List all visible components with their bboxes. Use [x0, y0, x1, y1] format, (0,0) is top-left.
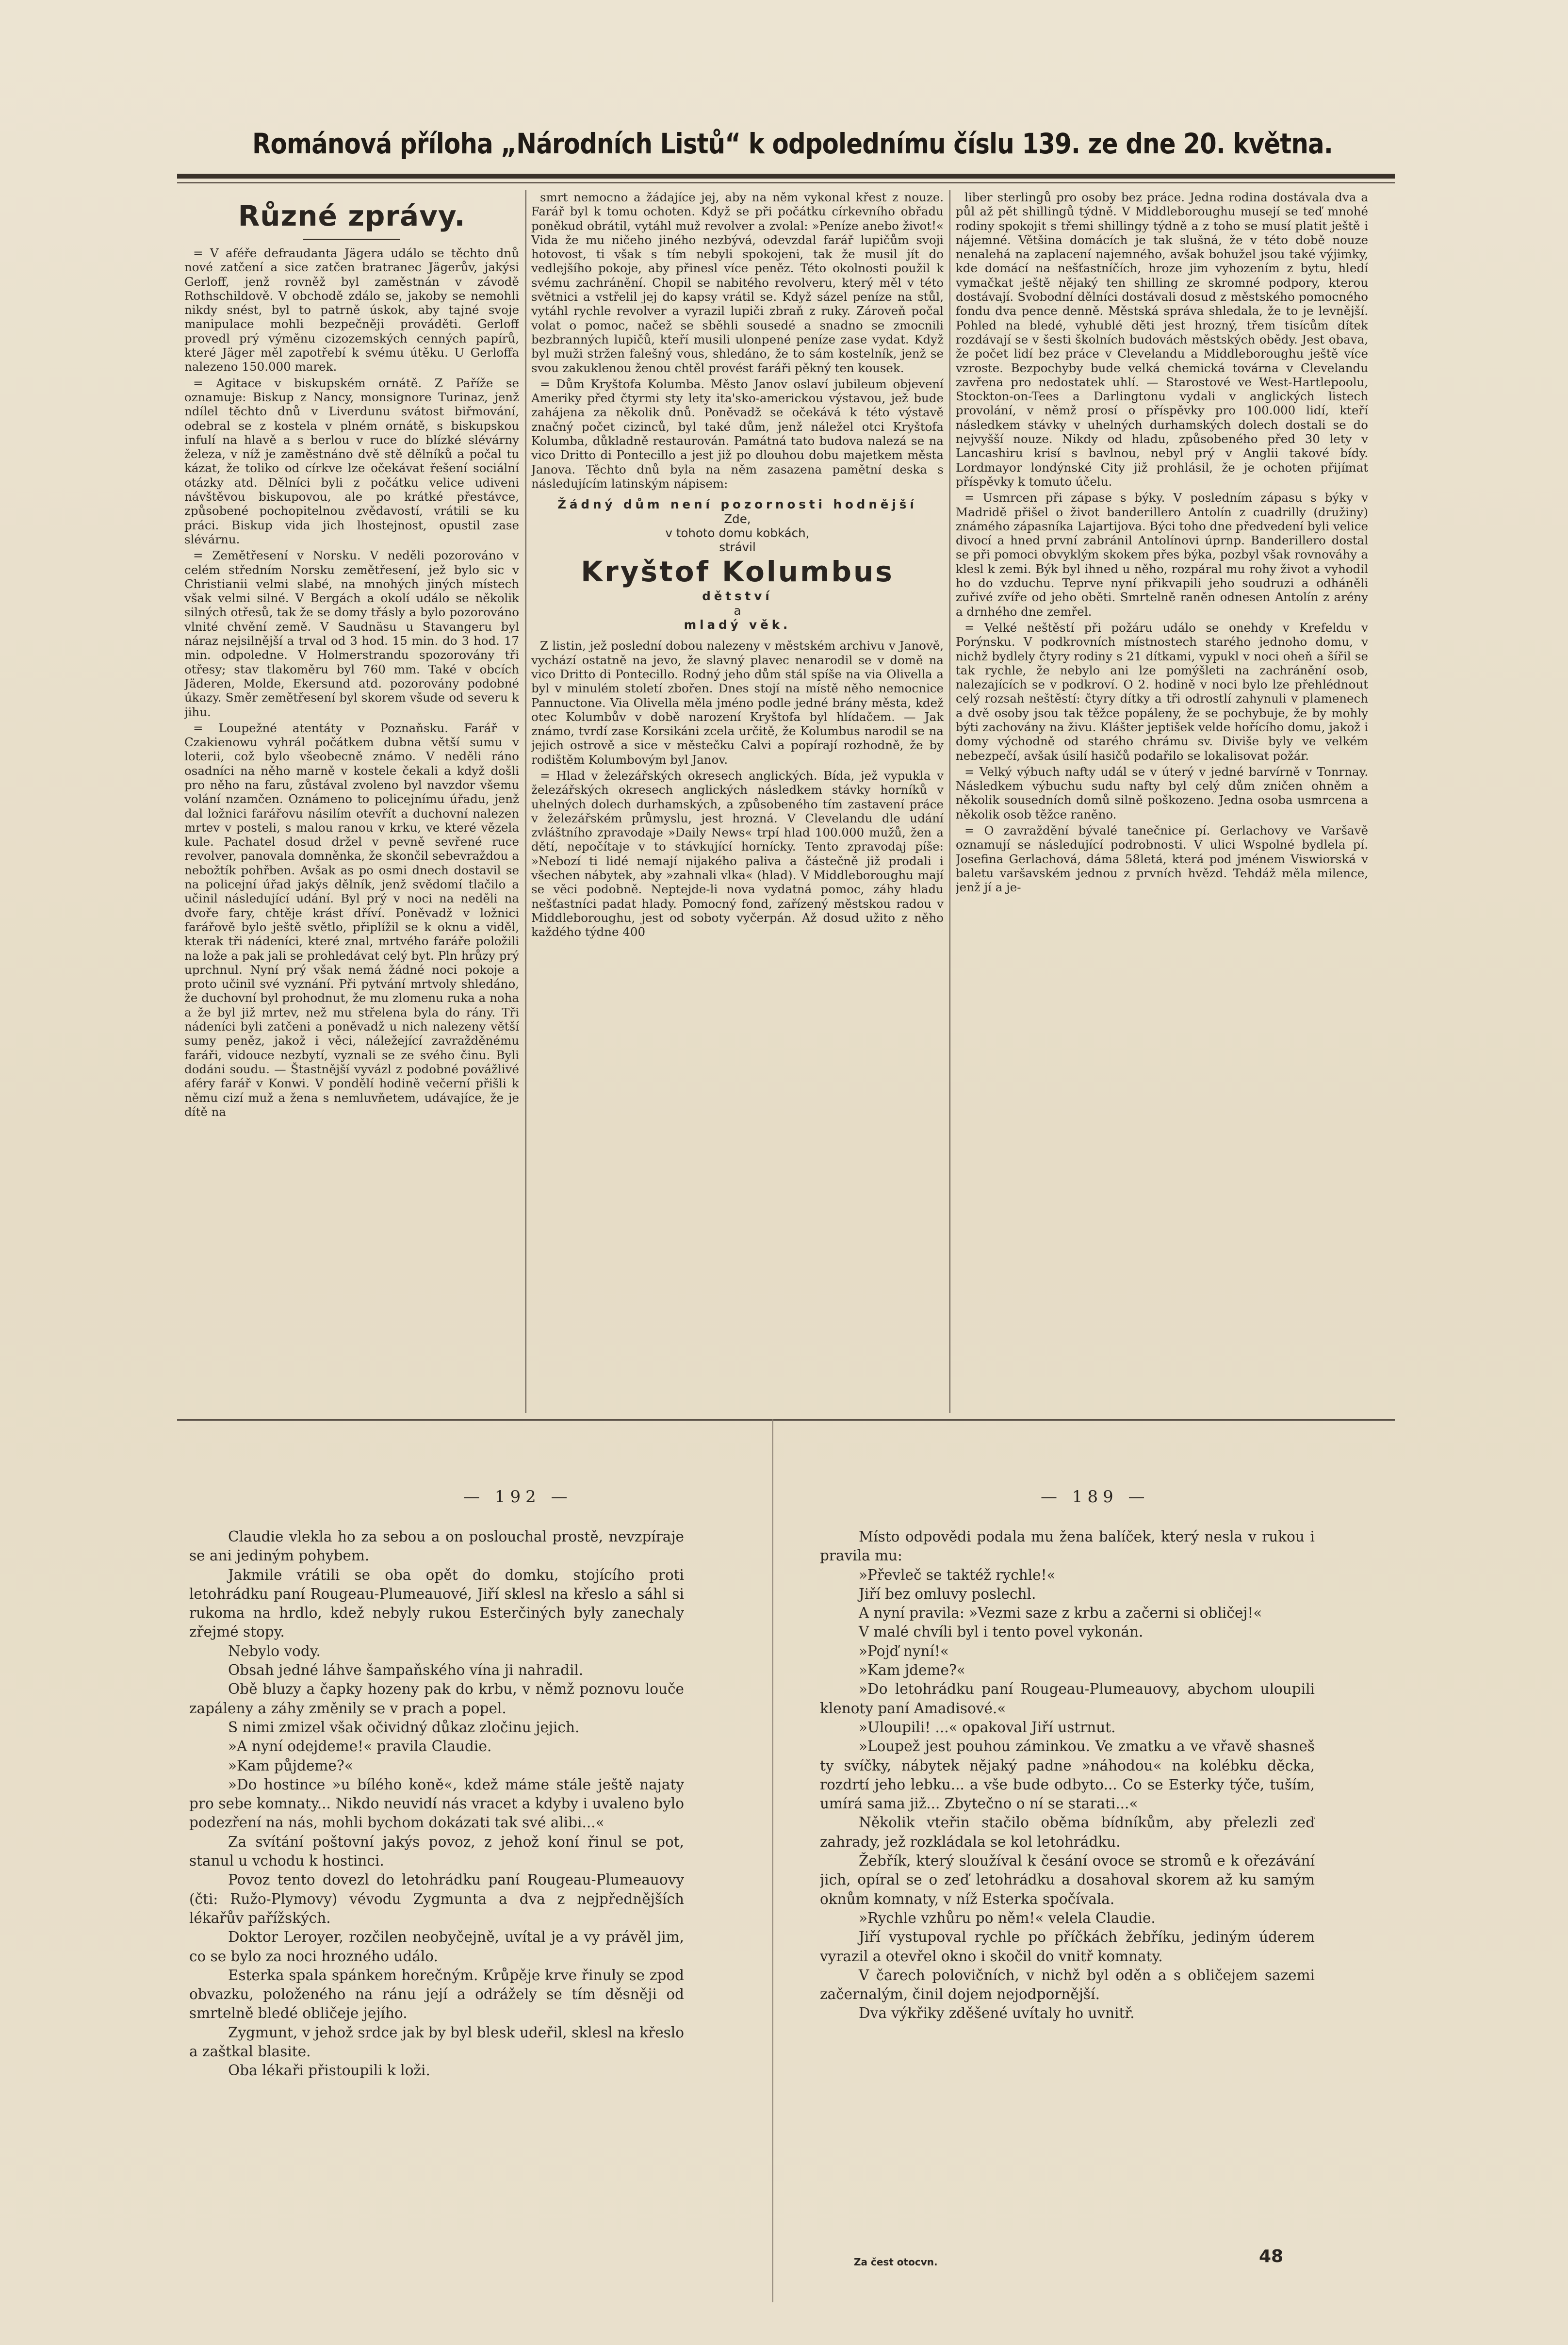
novel-paragraph: »Převleč se taktéž rychle!«	[859, 1566, 1056, 1583]
news-item: = Dům Kryštofa Kolumba. Město Janov oslaví jubileum objevení Ameriky před čtyrmi sty lety ita'sko-americkou výstavou, jež bude zahájena za několik dnů. Poněvadž se očekává k této výstavě značný počet cizinců, byl také dům, jenž náležel otci Kryštofa Kolumba, důkladně restaurován. Památná tato budova nalezá se na vico Dritto di Pontecillo a jest již po dlouhou dobu majetkem města Janova. Těchto dnů byla na něm zasazena pamětní deska s následujícím latinským nápisem:	[531, 377, 944, 491]
news-item: liber sterlingů pro osoby bez práce. Jedna rodina dostávala dva a půl až pět shillingů týdně. V Middleboroughu musejí se teď mnohé rodiny spokojit s třemi shillingy týdně a z toho se musí platit ještě i nájemné. Většina domácích je tak slušná, že v této době nouze nenalehá na zaplacení najemného, avšak bohužel jsou také výjimky, kde domácí na nešťastníčích, hroze jim vyhozením z bytu, hledí vymačkat ještě nějaký ten shilling ze skromné podpory, kterou dostávají. Svobodní dělníci dostávali dosud z městského pomocného fondu dva pence denně. Městská správa shledala, že to je levnější. Pohled na bledé, vyhublé děti jest hrozný, třem tisícům dítek rozdávají se v šesti školních budovách městských obědy. Jest obava, že počet lidí bez práce v Clevelandu a Middleboroughu ještě více vzroste. Bezpochyby bude velká chemická továrna v Clevelandu zavřena pro nedostatek uhlí. — Starostové ve West-Hartlepoolu, Stockton-on-Tees a Darlingtonu vydali v anglických listech provolání, v němž prosí o příspěvky pro 100.000 lidí, kteří následkem stávky v uhelných durhamských dolech dostali se do nejvyšší nouze. Nikdy od hladu, způsobeného před 30 lety v Lancashiru krisí s bavlnou, nebyl prý v Anglii takové bídy. Lordmayor londýnské City již prohlásil, že je ochoten přijímat příspěvky k tomuto účelu.	[956, 190, 1368, 489]
novel-paragraph: »Do hostince »u bílého koně«, kdež máme stále ještě najaty pro sebe komnaty... Nikdo neuvidí nás vracet a kdyby i uvaleno bylo podezření na nás, mohli bychom dokázati tak své alibi...«	[189, 1776, 684, 1831]
novel-paragraph: Obě bluzy a čapky hozeny pak do krbu, v němž poznovu louče zapáleny a záhy změnily se v prach a popel.	[189, 1681, 684, 1717]
novel-paragraph: Obsah jedné láhve šampaňského vína ji nahradil.	[228, 1662, 584, 1679]
section-title-rule	[303, 239, 400, 240]
novel-paragraph: Doktor Leroyer, rozčilen neobyčejně, uvítal je a vy právěl jim, co se bylo za noci hrozného událo.	[189, 1929, 684, 1965]
novel-paragraph: Za svítání poštovní jakýs povoz, z jehož koní řinul se pot, stanul u vchodu k hostinci.	[189, 1833, 684, 1869]
masthead-thin-rule	[177, 182, 1395, 183]
column-divider	[525, 190, 526, 1413]
news-item: = Agitace v biskupském ornátě. Z Paříže se oznamuje: Biskup z Nancy, monsignore Turinaz, jenž ndílel těchto dnů v Liverdunu svátost biřmování, odebral se z kostela v plném ornátě, s biskupskou infulí na hlavě a s berlou v ruce do blízké slévárny železa, v níž je zaměstnáno dvě stě dělníků a počal tu kázat, že toliko od církve lze očekávat řešení sociální otázky atd. Dělníci byli z počátku velice udiveni návštěvou biskupovou, ale po krátké přestávce, způsobené pochopitelnou zvědavostí, vrátili se ku práci. Biskup vida jich lhostejnost, opustil zase slévárnu.	[184, 376, 519, 546]
news-item: = Usmrcen při zápase s býky. V posledním zápasu s býky v Madridě přišel o život banderillero Antolín z cuadrilly (družiny) známého zápasníka Lajartijova. Býci toho dne předvedení byli velice divocí a hned první zabránil Antolínovi úprnp. Banderillero dostal se při pomoci obvyklým skokem přes býka, pozbyl však rovnováhy a klesl k zemi. Býk byl ihned u něho, rozpáral mu rohy život a vyhodil ho do vzduchu. Teprve nyní přikvapili jeho soudruzi a odháněli zuřivé zvíře od jeho oběti. Smrtelně raněn odnesen Antolín z arény a drnhého dne zemřel.	[956, 491, 1368, 619]
page-number-right: — 189 —	[1041, 1487, 1150, 1507]
news-column-1	[184, 190, 519, 1413]
novel-paragraph: Jiří bez omluvy poslechl.	[859, 1585, 1036, 1602]
novel-paragraph: V čarech polovičních, v nichž byl oděn a s obličejem sazemi začernalým, činil dojem nejodpornější.	[820, 1967, 1315, 2003]
novel-paragraph: Zygmunt, v jehož srdce jak by byl blesk udeřil, sklesl na křeslo a zaštkal blasite.	[189, 2024, 684, 2060]
novel-paragraph: »A nyní odejdeme!« pravila Claudie.	[228, 1738, 492, 1755]
novel-paragraph: V malé chvíli byl i tento povel vykonán.	[859, 1623, 1143, 1640]
news-item: = Velký výbuch nafty udál se v úterý v jedné barvírně v Tonrnay. Následkem výbuchu sudu nafty byl celý dům zničen ohněm a několik sousedních domů silně poškozeno. Jedna osoba usmrcena a několik osob těžce raněno.	[956, 764, 1368, 821]
plaque-line: dětství	[702, 589, 773, 604]
novel-paragraph: »Loupež jest pouhou záminkou. Ve zmatku a ve vřavě shasneš ty svíčky, nábytek nějaký padne »náhodou« na kolébku děcka, rozdrtí jeho lebku... a vše bude odbyto... Co se Esterky týče, tuším, umírá sama již... Zbytečno o ní se starati...«	[820, 1738, 1315, 1812]
novel-paragraph: »Uloupili! ...« opakoval Jiří ustrnut.	[859, 1719, 1116, 1736]
continuation-note: Za čest otocvn.	[854, 2256, 938, 2268]
news-item: = Loupežné atentáty v Poznaňsku. Farář v Czakienowu vyhrál počátkem dubna větší sumu v loterii, což bylo všeobecně známo. V neděli ráno osadníci na něho marně v kostele čekali a když došli pro něho na faru, zůstával zvoleno byl navzdor všemu volání nzamčen. Oznámeno to policejnímu úřadu, jenž dal ložnici farářovu násilím otevřít a duchovní nalezen mrtev v posteli, s malou ranou v krku, ve které vězela kule. Pachatel dosud držel v pevně sevřené ruce revolver, panovala domněnka, že skončil sebevraždou a nebožtík pohřben. Avšak as po osmi dnech dostavil se na policejní úřad jakýs dělník, jenž svědomí tlačilo a učinil následující udání. Byl prý v noci na neděli na dvoře fary, chtěje krást dříví. Poněvadž v ložnici farářově bylo ještě světlo, připlížil se k oknu a viděl, kterak tři nádeníci, které znal, mrtvého faráře položili na lože a pak jali se prohledávat celý byt. Pln hrůzy prý uprchnul. Nyní prý však nemá žádné noci pokoje a proto učinil své vyznání. Při pytvání mrtvoly shledáno, že duchovní byl prohodnut, že mu zlomenu ruka a noha a že byl již mrtev, než mu střelena byla do rány. Tři nádeníci byli zatčeni a poněvadž u nich nalezeny větší sumy peněz, jakož i věci, náležející zavražděnému faráři, vidouce nezbytí, vyznali se ze svého činu. Byli dodáni soudu. — Štastnější vyvázl z podobné povážlivé aféry farář v Konwi. V pondělí hodině večerní přišli k němu cizí muž a žena s nemluvňetem, udávajíce, že je dítě na	[184, 721, 519, 1119]
plaque-line: a	[734, 603, 741, 618]
plaque-line: mladý věk.	[684, 618, 791, 632]
novel-paragraph: Oba lékaři přistoupili k loži.	[228, 2062, 430, 2079]
sheet-number: 48	[1259, 2247, 1284, 2266]
plaque-line: strávil	[719, 540, 756, 555]
news-item: = O zavraždění bývalé tanečnice pí. Gerlachovy ve Varšavě oznamují se následující podrobnosti. V ulici Wspolné bydlela pí. Josefina Gerlachová, dáma 58letá, která pod jménem Viswiorská v baletu varšavském jednou z prvních hvězd. Tehdáž měla milence, jenž jí a je-	[956, 823, 1368, 895]
news-column-3	[956, 190, 1368, 1413]
column-divider	[949, 190, 950, 1413]
novel-column-left	[189, 1527, 684, 2304]
news-item: Z listin, jež poslední dobou nalezeny v městském archivu v Janově, vychází ostatně na jevo, že slavný plavec nenarodil se v domě na vico Dritto di Pontecillo. Rodný jeho dům stál spíše na via Olivella a byl v minulém století zbořen. Dnes stojí na místě něho nemocnice Pannuctone. Via Olivella měla jméno podle jedné brány města, kdež otec Kolumbův v době narození Kryštofa byl hlídačem. — Jak známo, tvrdí zase Korsikáni zcela určitě, že Kolumbus narodil se na jejich ostrově a sice v městečku Calvi a popírají rozhodně, že by rodištěm Kolumbovým byl Janov.	[531, 639, 944, 767]
novel-paragraph: S nimi zmizel však očividný důkaz zločinu jejich.	[228, 1719, 580, 1736]
novel-paragraph: »Do letohrádku paní Rougeau-Plumeauovy, abychom uloupili klenoty paní Amadisové.«	[820, 1681, 1315, 1717]
news-item: = V aféře defraudanta Jägera událo se těchto dnů nové zatčení a sice zatčen bratranec Jägerův, jakýsi Gerloff, jenž rovněž byl zaměstnán v závodě Rothschildově. V obchodě zdálo se, jakoby se nemohli nikdy snést, byl to patrně úskok, aby tajné svoje manipulace mohli bezpečněji prováděti. Gerloff provedl prý výměnu cizozemských cenných papírů, které Jäger měl zapotřebí k svému útěku. U Gerloffa nalezeno 150.000 marek.	[184, 246, 519, 374]
plaque-name: Kryštof Kolumbus	[581, 555, 894, 589]
novel-paragraph: Místo odpovědi podala mu žena balíček, který nesla v rukou i pravila mu:	[820, 1528, 1315, 1564]
novel-paragraph: Jiří vystupoval rychle po příčkách žebříku, jediným úderem vyrazil a otevřel okno i skočil do vnitř komnaty.	[820, 1929, 1315, 1965]
plaque-line: v tohoto domu kobkách,	[665, 525, 810, 540]
novel-paragraph: Jakmile vrátili se oba opět do domku, stojícího proti letohrádku paní Rougeau-Plumeauové, Jiří sklesl na křeslo a sáhl si rukoma na hrdlo, kdež nebyly rukou Esterčiných byly zanechaly zřejmé stopy.	[189, 1566, 684, 1640]
section-title: Různé zprávy.	[238, 199, 466, 232]
novel-paragraph: »Rychle vzhůru po něm!« velela Claudie.	[859, 1909, 1156, 1926]
novel-paragraph: Claudie vlekla ho za sebou a on poslouchal prostě, nevzpíraje se ani jediným pohybem.	[189, 1528, 684, 1564]
masthead-rule	[177, 174, 1395, 179]
news-item: = Hlad v železářských okresech anglických. Bída, jež vypukla v železářských okresech anglických následkem stávky horníků v uhelných dolech durhamských, a způsobeného tím zastavení práce v železářském průmyslu, jest hrozná. V Clevelandu dle udání zvláštního zpravodaje »Daily News« trpí hlad 100.000 mužů, žen a dětí, nepočítaje v to stávkující hornícky. Tento zpravodaj píše: »Nebozí ti lidé nemají nijakého paliva a částečně již prodali i všechen nábytek, aby »zahnali vlka« (hlad). V Middleboroughu mají se věci podobně. Neptejde-li nova vydatná pomoc, záhy hladu nešťastníci padat hlady. Pomocný fond, zařízený městskou radou v Middleboroughu, jest od soboty vyčerpán. Až dosud užito z něho každého týdne 400	[531, 768, 944, 939]
plaque-line: Žádný dům není pozornosti hodnější	[557, 497, 917, 512]
novel-paragraph: »Kam jdeme?«	[859, 1662, 965, 1679]
feuilleton-rule	[177, 1419, 1395, 1421]
novel-paragraph: Nebylo vody.	[228, 1642, 321, 1659]
novel-paragraph: »Pojď nyní!«	[859, 1642, 949, 1659]
novel-paragraph: Povoz tento dovezl do letohrádku paní Rougeau-Plumeauovy (čti: Ružo-Plymovy) vévodu Zygmunta a dva z nejpřednějších lékařův pařížských.	[189, 1871, 684, 1926]
novel-paragraph: Žebřík, který sloužíval k česání ovoce se stromů e k ořezávání jich, opíral se o zeď letohrádku a dosahoval skorem až ku samým oknům komnaty, v níž Esterka spočívala.	[820, 1853, 1315, 1907]
fold-divider	[772, 1419, 773, 2302]
news-column-2	[531, 190, 944, 1413]
novel-column-right	[820, 1527, 1315, 2304]
plaque-line: Zde,	[724, 511, 751, 526]
news-item: = Velké neštěstí při požáru událo se onehdy v Krefeldu v Porýnsku. V podkrovních místnostech starého jednoho domu, v nichž bydlely čtyry rodiny s 21 dítkami, vypukl v noci oheň a šířil se tak rychle, že nebylo ani lze pomýšleti na zachránění osob, nalezajících se v podkroví. O 2. hodině v noci bylo lze přehlédnout celý rozsah neštěstí: čtyry dítky a tři odrostlí zahynuli v plamenech a dvě osoby jsou tak těžce popáleny, že se pochybuje, že by mohly býti zachovány na živu. Klášter jeptišek velde hořícího domu, jakož i domy východně od starého chrámu sv. Diviše byly ve velkém nebezpečí, avšak úsilí hasičů podařilo se lokalisovat požár.	[956, 620, 1368, 763]
novel-paragraph: Esterka spala spánkem horečným. Krůpěje krve řinuly se zpod obvazku, položeného na ránu její a odrážely se tím děsněji od smrtelně bledé obličeje jejího.	[189, 1967, 684, 2022]
novel-paragraph: Několik vteřin stačilo oběma bídníkům, aby přelezli zeď zahrady, jež rozkládala se kol letohrádku.	[820, 1814, 1315, 1850]
page-number-left: — 192 —	[463, 1487, 572, 1507]
news-item: smrt nemocno a žádajíce jej, aby na něm vykonal křest z nouze. Farář byl k tomu ochoten. Když se při počátku církevního obřadu poněkud obrátil, vytáhl muž revolver a zvolal: »Peníze anebo život!« Vida že mu ničeho jiného nezbývá, odevzdal farář lupičům svoji hotovost, ti však s tím nebyli spokojeni, tak že musil jít do vedlejšího pokoje, aby přinesl více peněz. Této okolnosti použil k svému zachránění. Chopil se nabitého revolveru, který měl v této světnici a vstřelil jej do kapsy vrátil se. Když sázel peníze na stůl, vytáhl rychle revolver a vyrazil lupiči zbraň z ruky. Zároveň počal volat o pomoc, načež se sběhli sousedé a snadno se zmocnili bezbranných lupičů, kteří musili ulonpené peníze zase vydat. Když byl muži stržen falešný vous, shledáno, že to sám kostelník, jenž se svou zakuklenou ženou chtěl provést faráři pěkný ten kousek.	[531, 190, 944, 375]
novel-paragraph: »Kam půjdeme?«	[228, 1757, 353, 1774]
novel-paragraph: A nyní pravila: »Vezmi saze z krbu a začerni si obličej!«	[859, 1605, 1262, 1622]
novel-paragraph: Dva výkřiky zděšené uvítaly ho uvnitř.	[859, 2005, 1135, 2022]
memorial-plaque-inscription	[531, 497, 944, 632]
masthead: Románová příloha „Národních Listů“ k odpolednímu číslu 139. ze dne 20. května.	[252, 127, 1333, 160]
news-item: = Zemětřesení v Norsku. V neděli pozorováno v celém středním Norsku zemětřesení, jež bylo sic v Christianii velmi slabé, na mnohých jiných místech však velmi silné. V Bergách a okolí událo se několik silných otřesů, tak že se domy třásly a bylo pozorováno vlnité chvění země. V Saudnäsu u Stavangeru byl náraz nejsilnější a trval od 3 hod. 15 min. do 3 hod. 17 min. odpoledne. V Holmerstrandu spozorovány tři otřesy; stav tlakoměru byl 760 mm. Také v obcích Jäderen, Molde, Ekersund atd. pozorovány podobné úkazy. Směr zemětřesení byl skorem všude od severu k jihu.	[184, 548, 519, 719]
